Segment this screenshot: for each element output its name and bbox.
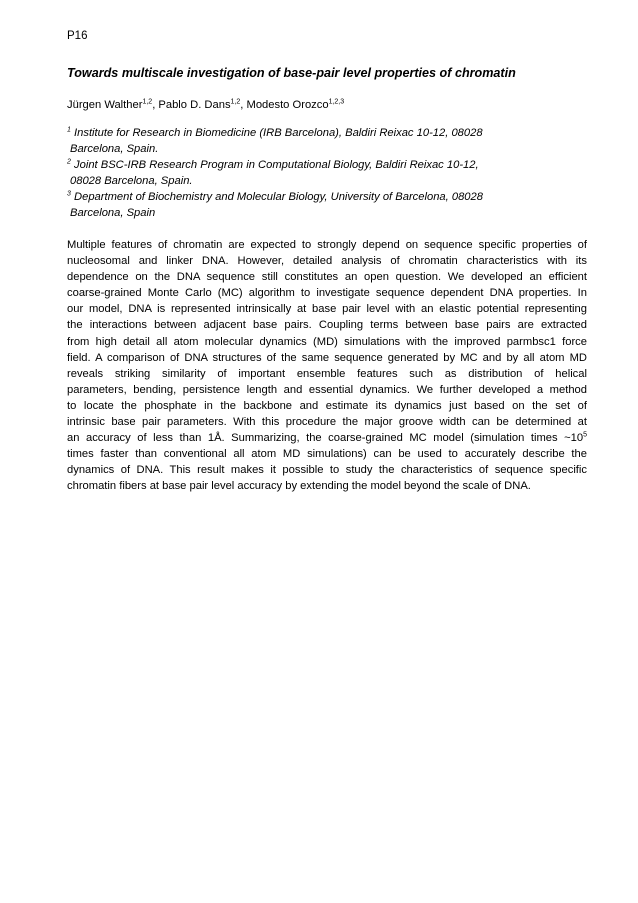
abstract-line: the interactions between adjacent base pairs. Coupling terms between base pairs are extracted bbox=[67, 319, 587, 332]
affiliation-mark: 3 bbox=[67, 190, 71, 198]
abstract-line: coarse-grained Monte Carlo (MC) algorithm to investigate sequence dependent DNA properties. In bbox=[67, 287, 587, 300]
abstract-line: reveals striking similarity of important ensemble features such as distribution of helical bbox=[67, 367, 587, 380]
affiliation-text: Barcelona, Spain. bbox=[70, 143, 159, 155]
abstract-line: parameters, bending, persistence length and essential dynamics. We further developed a method bbox=[67, 383, 587, 396]
page-number: P16 bbox=[67, 30, 88, 42]
affiliation bbox=[67, 157, 587, 189]
author-name: Jürgen Walther bbox=[67, 99, 143, 111]
abstract-line: to locate the phosphate in the backbone and estimate its dynamics just based on the set of bbox=[67, 399, 587, 412]
author-separator: , bbox=[240, 99, 247, 111]
exponent: 5 bbox=[583, 431, 587, 439]
affiliation-text: Institute for Research in Biomedicine (IRB Barcelona), Baldiri Reixac 10-12, 08028 bbox=[70, 127, 483, 139]
abstract-line: nucleosomal and linker DNA. However, detailed analysis of chromatin characteristics with its bbox=[67, 255, 587, 268]
abstract-text: an accuracy of less than 1Å. Summarizing, the coarse-grained MC model (simulation times ~10 bbox=[67, 432, 584, 445]
affiliation-text: Joint BSC-IRB Research Program in Computational Biology, Baldiri Reixac 10-12, bbox=[70, 159, 479, 171]
abstract-line: dynamics of DNA. This result makes it possible to study the characteristics of sequence specific bbox=[67, 464, 587, 477]
abstract-line: from high detail all atom molecular dynamics (MD) simulations with the improved parmbsc1 force bbox=[67, 335, 587, 348]
author-affiliation-mark: 1,2 bbox=[142, 98, 153, 106]
abstract-line: times faster than conventional all atom MD simulations) can be used to accurately describe the bbox=[67, 448, 587, 461]
author-name: Pablo D. Dans bbox=[158, 99, 231, 111]
author-affiliation-mark: 1,2,3 bbox=[328, 98, 345, 106]
abstract-line: field. A comparison of DNA structures of the same sequence generated by MC and by all atom MD bbox=[67, 351, 587, 364]
affiliation-text: Department of Biochemistry and Molecular Biology, University of Barcelona, 08028 bbox=[70, 191, 483, 203]
affiliation-mark: 2 bbox=[67, 158, 71, 166]
abstract-line: Multiple features of chromatin are expected to strongly depend on sequence specific properties of bbox=[67, 239, 587, 251]
abstract-line: intrinsic base pair parameters. With this procedure the major groove width can be determined at bbox=[67, 416, 587, 429]
author-list bbox=[67, 97, 587, 113]
abstract-line: our model, DNA is represented intrinsically at base pair level with an elastic potential representing bbox=[67, 303, 587, 316]
paper-title: Towards multiscale investigation of base-pair level properties of chromatin bbox=[67, 66, 516, 80]
affiliation bbox=[67, 125, 587, 157]
abstract-line bbox=[67, 430, 587, 446]
abstract-line: dependence on the DNA sequence still constitutes an open question. We developed an efficient bbox=[67, 271, 587, 284]
author-affiliation-mark: 1,2 bbox=[230, 98, 241, 106]
abstract-line: chromatin fibers at base pair level accuracy by extending the model beyond the scale of DNA. bbox=[67, 480, 531, 493]
affiliation bbox=[67, 189, 587, 221]
abstract bbox=[67, 237, 587, 495]
author-separator: , bbox=[152, 99, 159, 111]
author-name: Modesto Orozco bbox=[246, 99, 329, 111]
affiliation-text: Barcelona, Spain bbox=[70, 207, 156, 219]
affiliation-mark: 1 bbox=[67, 126, 71, 134]
document-page bbox=[67, 28, 587, 495]
affiliation-text: 08028 Barcelona, Spain. bbox=[70, 175, 193, 187]
affiliation-list bbox=[67, 125, 587, 221]
